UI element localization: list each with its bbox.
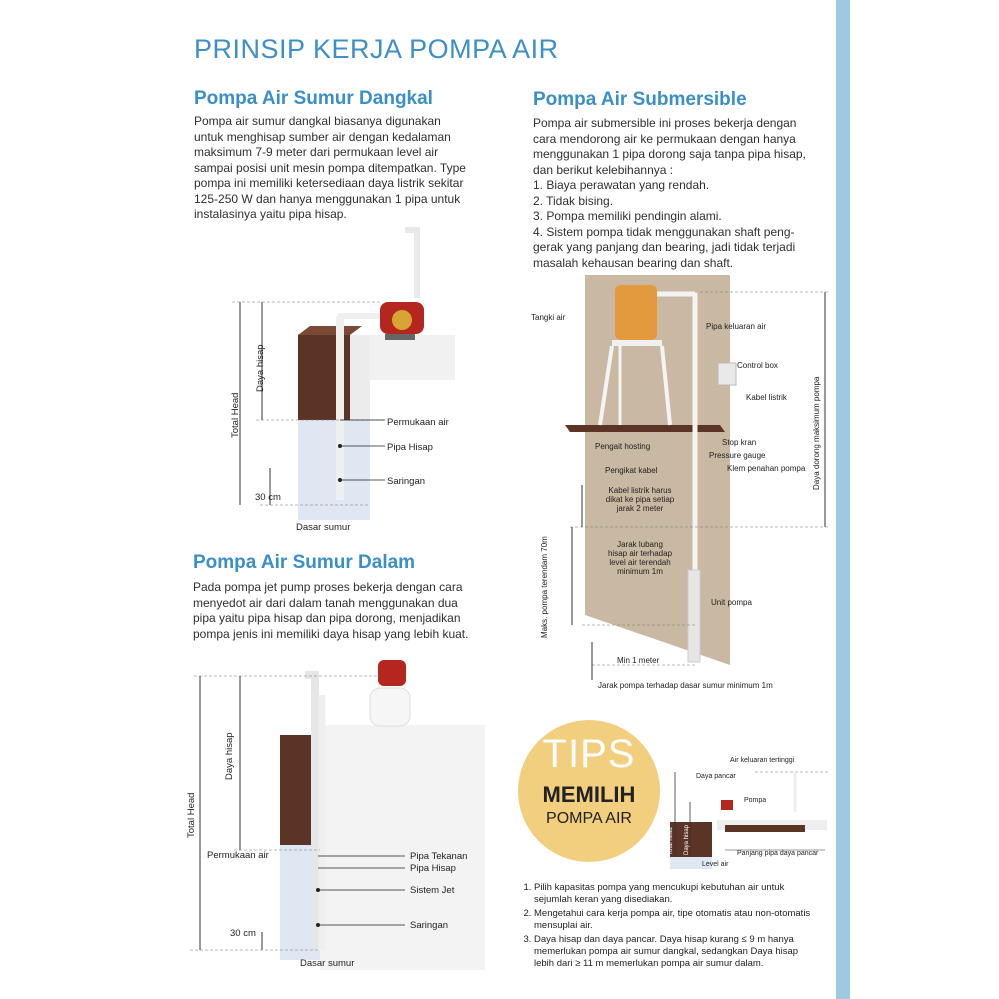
shallow-saringan-label: Saringan: [387, 476, 426, 487]
label-unit-pompa: Unit pompa: [711, 598, 752, 607]
label-pengait: Pengait hosting: [595, 442, 651, 451]
label-control-box: Control box: [737, 361, 778, 370]
tips-memilih: MEMILIH: [542, 782, 636, 807]
shallow-total-head-label: Total Head: [230, 392, 241, 438]
tips-label-pompa: Pompa: [744, 797, 767, 804]
shallow-line: pompa ini memiliki ketersediaan daya listrik sekitar: [194, 176, 464, 190]
deep-line: menyedot air dari dalam tanah menggunakan dua: [193, 595, 458, 610]
shallow-permukaan-label: Permukaan air: [387, 417, 449, 428]
deep-pipa-hisap-label: Pipa Hisap: [410, 863, 456, 874]
shallow-30cm-label: 30 cm: [255, 492, 281, 503]
deep-sistem-jet-label: Sistem Jet: [410, 885, 455, 896]
outlet-pipe: [405, 230, 417, 298]
shallow-line: sampai posisi unit mesin pompa ditempatkan. Type: [194, 160, 466, 175]
water-tank: [615, 285, 657, 340]
label-pressure-gauge: Pressure gauge: [709, 451, 766, 460]
label-daya-dorong: Daya dorong maksimum pompa: [812, 376, 821, 490]
deep-pipa-tekanan-label: Pipa Tekanan: [410, 851, 468, 862]
soil-top: [298, 326, 362, 335]
deep-dasar-label: Dasar sumur: [300, 958, 355, 969]
benefit-item: gerak yang panjang dan bearing, jadi tidak terjadi: [533, 240, 796, 254]
benefits-list: [533, 178, 833, 271]
control-box: [718, 363, 736, 385]
label-pipa-keluaran: Pipa keluaran air: [706, 322, 767, 331]
label-maks: Maks. pompa terendam 70m: [540, 536, 549, 638]
label-jarak-lubang: Jarak lubang hisap air terhadap level air terendah minimum 1m: [607, 540, 673, 576]
benefit-item: 2. Tidak bising.: [533, 193, 614, 208]
pump-base: [385, 334, 415, 340]
label-pengikat: Pengikat kabel: [605, 466, 658, 475]
tips-label-total-head: Total head: [668, 827, 674, 855]
tips-label-panjang: Panjang pipa daya pancar: [737, 850, 819, 857]
pump-motor: [392, 310, 412, 330]
deep-daya-hisap-label: Daya hisap: [224, 732, 235, 780]
submersible-line: cara mendorong air ke permukaan dengan hanya: [533, 131, 796, 146]
shallow-line: maksimum 7-9 meter dari permukaan level air: [194, 145, 439, 159]
deep-permukaan-label: Permukaan air: [207, 850, 269, 861]
label-stop-kran: Stop kran: [722, 438, 757, 447]
deep-line: pipa yaitu pipa hisap dan pipa dorong, menjadikan: [193, 611, 461, 625]
submersible-line: menggunakan 1 pipa dorong saja tanpa pipa hisap,: [533, 147, 806, 161]
tips-item: 1. Pilih kapasitas pompa yang mencukupi kebutuhan air untuk sejumlah keran yang disediakan.: [534, 882, 818, 906]
shallow-dasar-label: Dasar sumur: [296, 522, 351, 533]
water-column: [298, 420, 370, 520]
deep-saringan-label: Saringan: [410, 920, 449, 931]
tips-item: 2. Mengetahui cara kerja pompa air, tipe otomatis atau non-otomatis mensuplai air.: [534, 908, 818, 932]
tips-list-container: [518, 882, 818, 972]
label-klem: Klem penahan pompa: [727, 464, 806, 473]
ground-block: [320, 725, 485, 970]
benefit-item: 1. Biaya perawatan yang rendah.: [533, 178, 710, 192]
submersible-diagram: [520, 270, 835, 700]
tips-list: [518, 882, 818, 970]
pump-body: [378, 660, 406, 686]
deep-paragraph: [193, 580, 493, 642]
tips-label-air-keluaran: Air keluaran tertinggi: [730, 757, 795, 764]
page-title: PRINSIP KERJA POMPA AIR: [194, 34, 559, 64]
benefit-item: 4. Sistem pompa tidak menggunakan shaft peng-: [533, 224, 795, 239]
label-jarak-dasar: Jarak pompa terhadap dasar sumur minimum 1m: [598, 681, 773, 690]
tips-label-daya-pancar: Daya pancar: [696, 773, 736, 780]
tips-pompa-air: POMPA AIR: [546, 810, 632, 827]
tips-label-level-air: Level air: [702, 861, 729, 868]
label-kabel-harus: Kabel listrik harus dikat ke pipa setiap jarak 2 meter: [605, 486, 675, 513]
pump-unit: [688, 570, 700, 662]
submersible-paragraph: [533, 116, 833, 271]
shallow-line: instalasinya yaitu pipa hisap.: [194, 207, 347, 221]
label-kabel-listrik: Kabel listrik: [746, 393, 787, 402]
label-tangki: Tangki air: [531, 313, 566, 322]
tips-word: TIPS: [542, 732, 636, 776]
pump-tank: [370, 688, 410, 726]
benefit-item: 3. Pompa memiliki pendingin alami.: [533, 209, 722, 223]
shallow-line: 125-250 W dan hanya menggunakan 1 pipa untuk: [194, 191, 461, 206]
benefit-item: masalah kehausan bearing dan shaft.: [533, 255, 734, 270]
tips-item: 3. Daya hisap dan daya pancar. Daya hisap kurang ≤ 9 m hanya memerlukan pompa air sumur dangkal, sedangkan Daya hisap lebih dari ≥ 11 m memerlukan pompa air sumur dalam.: [534, 934, 818, 970]
deep-30cm-label: 30 cm: [230, 928, 256, 939]
submersible-line: dan berikut kelebihannya :: [533, 162, 674, 177]
page-edge-strip: [836, 0, 850, 999]
shallow-daya-hisap-label: Daya hisap: [255, 344, 266, 392]
shallow-line: untuk menghisap sumber air dengan kedalaman: [194, 129, 451, 144]
deep-section-title: Pompa Air Sumur Dalam: [193, 552, 416, 573]
label-min1: Min 1 meter: [617, 656, 660, 665]
shallow-section-title: Pompa Air Sumur Dangkal: [194, 88, 433, 109]
shallow-pipa-label: Pipa Hisap: [387, 442, 433, 453]
deep-line: pompa jenis ini memiliki daya hisap yang lebih kuat.: [193, 626, 469, 641]
shallow-paragraph: [194, 114, 477, 223]
tips-label-daya-hisap: Daya hisap: [684, 824, 690, 855]
ground-slab: [565, 425, 725, 432]
submersible-line: Pompa air submersible ini proses bekerja dengan: [533, 116, 797, 130]
submersible-section-title: Pompa Air Submersible: [533, 89, 747, 110]
deep-total-head-label: Total Head: [186, 792, 197, 838]
deep-line: Pada pompa jet pump proses bekerja dengan cara: [193, 580, 463, 594]
shallow-line: Pompa air sumur dangkal biasanya digunakan: [194, 114, 441, 128]
